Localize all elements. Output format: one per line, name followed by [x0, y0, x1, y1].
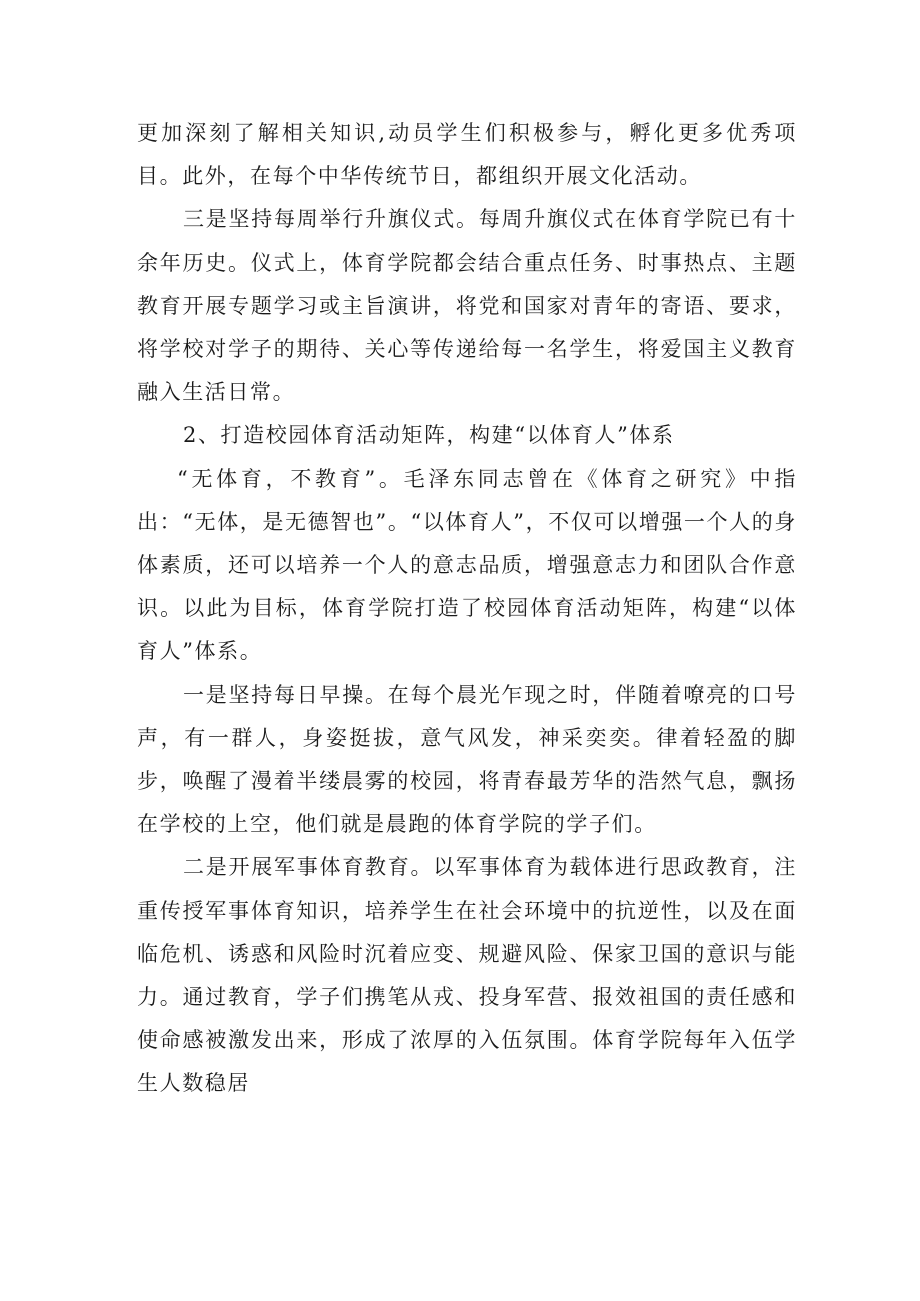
body-text: [137, 112, 797, 1106]
paragraph-sports-education: “无体育，不教育”。毛泽东同志曾在《体育之研究》中指出：“无体，是无德智也”。“以体育人”，不仅可以增强一个人的身体素质，还可以培养一个人的意志品质，增强意志力和团队合作意识。以此为目标，体育学院打造了校园体育活动矩阵，构建“以体育人”体系。: [137, 466, 797, 664]
paragraph-morning-exercise: 一是坚持每日早操。在每个晨光乍现之时，伴随着嘹亮的口号声，有一群人，身姿挺拔，意气风发，神采奕奕。律着轻盈的脚步，唤醒了漫着半缕晨雾的校园，将青春最芳华的浩然气息，飘扬在学校的上空，他们就是晨跑的体育学院的学子们。: [137, 682, 797, 837]
paragraph-continuation: 更加深刻了解相关知识,动员学生们积极参与，孵化更多优秀项目。此外，在每个中华传统节日，都组织开展文化活动。: [137, 121, 797, 189]
paragraph-military-sports: 二是开展军事体育教育。以军事体育为载体进行思政教育，注重传授军事体育知识，培养学生在社会环境中的抗逆性，以及在面临危机、诱惑和风险时沉着应变、规避风险、保家卫国的意识与能力。通过教育，学子们携笔从戎、投身军营、报效祖国的责任感和使命感被激发出来，形成了浓厚的入伍氛围。体育学院每年入伍学生人数稳居: [137, 855, 797, 1096]
section-heading: 2、打造校园体育活动矩阵，构建“以体育人”体系: [183, 423, 675, 448]
paragraph-flag-raising: 三是坚持每周举行升旗仪式。每周升旗仪式在体育学院已有十余年历史。仪式上，体育学院都会结合重点任务、时事热点、主题教育开展专题学习或主旨演讲，将党和国家对青年的寄语、要求，将学校对学子的期待、关心等传递给每一名学生，将爱国主义教育融入生活日常。: [137, 207, 797, 405]
